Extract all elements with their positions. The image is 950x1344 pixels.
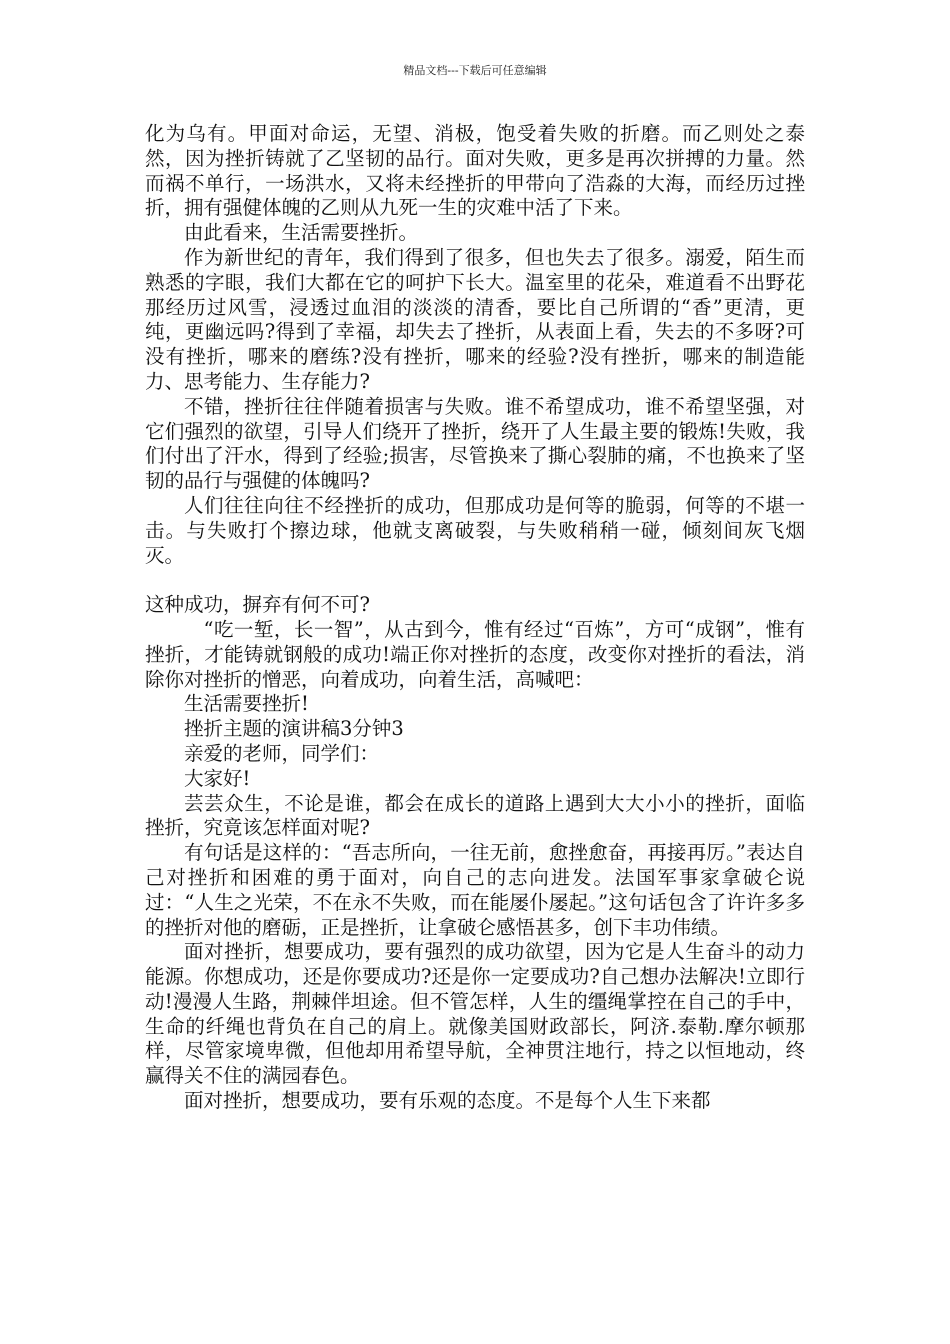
- paragraph: 化为乌有。甲面对命运，无望、消极，饱受着失败的折磨。而乙则处之泰然，因为挫折铸就了乙坚韧的品行。面对失败，更多是再次拼搏的力量。然而祸不单行，一场洪水，又将未经挫折的甲带向了浩淼的大海，而经历过挫折，拥有强健体魄的乙则从九死一生的灾难中活了下来。: [145, 122, 805, 220]
- paragraph: 芸芸众生，不论是谁，都会在成长的道路上遇到大大小小的挫折，面临挫折，究竟该怎样面对呢?: [145, 791, 805, 840]
- blank-line: [145, 568, 805, 593]
- paragraph: 生活需要挫折!: [184, 692, 309, 716]
- paragraph: “吃一堑，长一智”，从古到今，惟有经过“百炼”，方可“成钢”，惟有挫折，才能铸就钢般的成功!端正你对挫折的态度，改变你对挫折的看法，消除你对挫折的憎恶，向着成功，向着生活，高喊吧：: [145, 617, 805, 691]
- document-body: [145, 122, 805, 1114]
- paragraph: 人们往往向往不经挫折的成功，但那成功是何等的脆弱，何等的不堪一击。与失败打个擦边球，他就支离破裂，与失败稍稍一碰，倾刻间灰飞烟灭。: [145, 493, 805, 567]
- paragraph: 不错，挫折往往伴随着损害与失败。谁不希望成功，谁不希望坚强，对它们强烈的欲望，引导人们绕开了挫折，绕开了人生最主要的锻炼!失败，我们付出了汗水，得到了经验;损害，尽管换来了撕心裂肺的痛，不也换来了坚韧的品行与强健的体魄吗?: [145, 394, 805, 493]
- section-title: 挫折主题的演讲稿3分钟3: [184, 717, 404, 741]
- salutation: 亲爱的老师，同学们：: [184, 741, 380, 765]
- paragraph: 有句话是这样的：“吾志所向，一往无前，愈挫愈奋，再接再厉。”表达自己对挫折和困难的勇于面对，向自己的志向进发。法国军事家拿破仑说过：“人生之光荣，不在永不失败，而在能屡仆屡起。”这句话包含了许许多多的挫折对他的磨砺，正是挫折，让拿破仑感悟甚多，创下丰功伟绩。: [145, 841, 805, 939]
- paragraph: 面对挫折，想要成功，要有强烈的成功欲望，因为它是人生奋斗的动力能源。你想成功，还是你要成功?还是你一定要成功?自己想办法解决!立即行动!漫漫人生路，荆棘伴坦途。但不管怎样，人生的缰绳掌控在自己的手中，生命的纤绳也背负在自己的肩上。就像美国财政部长，阿济.泰勒.摩尔顿那样，尽管家境卑微，但他却用希望导航，全神贯注地行，持之以恒地动，终赢得关不住的满园春色。: [145, 940, 805, 1088]
- page-header: 精品文档---下载后可任意编辑: [403, 64, 547, 77]
- paragraph: 这种成功，摒弃有何不可?: [145, 593, 370, 617]
- paragraph: 由此看来，生活需要挫折。: [184, 221, 419, 245]
- greeting: 大家好!: [184, 766, 251, 790]
- paragraph: 面对挫折，想要成功，要有乐观的态度。不是每个人生下来都: [184, 1089, 711, 1113]
- paragraph: 作为新世纪的青年，我们得到了很多，但也失去了很多。溺爱，陌生而熟悉的字眼，我们大都在它的呵护下长大。温室里的花朵，难道看不出野花那经历过风雪，浸透过血泪的淡淡的清香，要比自己所谓的“香”更清，更纯，更幽远吗?得到了幸福，却失去了挫折，从表面上看，失去的不多呀?可没有挫折，哪来的磨练?没有挫折，哪来的经验?没有挫折，哪来的制造能力、思考能力、生存能力?: [145, 245, 805, 393]
